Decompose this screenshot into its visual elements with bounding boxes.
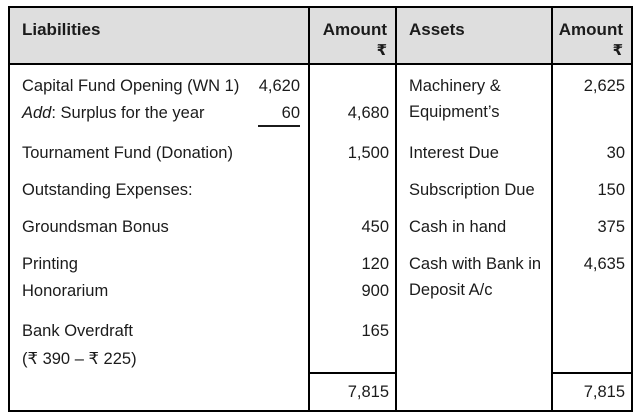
- assets-total-spacer: [395, 372, 551, 410]
- tournament-amount: 1,500: [347, 144, 389, 162]
- cash-in-hand-amount: 375: [597, 218, 625, 236]
- rupee-symbol-right: ₹: [612, 42, 623, 59]
- amount-right-header-label: Amount: [558, 20, 623, 39]
- row-outstanding-expenses: Outstanding Expenses:: [22, 181, 193, 199]
- capital-fund-total-amount: 4,680: [347, 104, 389, 122]
- surplus-add-prefix: Add: [22, 104, 52, 122]
- rupee-symbol-left: ₹: [376, 42, 387, 59]
- liabilities-amount-column: [308, 65, 395, 372]
- machinery-amount: 2,625: [583, 77, 625, 95]
- col-header-amount-right: [551, 8, 631, 65]
- liabilities-total-value: 7,815: [347, 382, 389, 401]
- liabilities-header-label: Liabilities: [22, 20, 101, 39]
- row-interest-due: Interest Due: [409, 144, 499, 162]
- assets-amount-column: [551, 65, 631, 372]
- interest-amount: 30: [606, 144, 625, 162]
- row-bank-overdraft: Bank Overdraft: [22, 322, 133, 340]
- subscription-amount: 150: [597, 181, 625, 199]
- capital-fund-inner-value: 4,620: [258, 77, 300, 95]
- assets-header-label: Assets: [409, 20, 465, 39]
- row-machinery: Machinery & Equipment’s: [409, 77, 501, 121]
- col-header-assets: [395, 8, 551, 65]
- amount-left-header-label: Amount: [322, 20, 387, 39]
- liabilities-column: [10, 65, 308, 372]
- balance-sheet-table: [8, 6, 633, 412]
- assets-total-value: 7,815: [583, 382, 625, 401]
- row-subscription-due: Subscription Due: [409, 181, 535, 199]
- groundsman-amount: 450: [361, 218, 389, 236]
- col-header-amount-left: [308, 8, 395, 65]
- assets-total: [551, 372, 631, 410]
- row-surplus: [22, 100, 300, 127]
- surplus-inner-value: 60: [258, 102, 300, 127]
- surplus-label: [22, 100, 205, 126]
- cash-with-bank-amount: 4,635: [583, 255, 625, 273]
- row-honorarium: Honorarium: [22, 282, 109, 300]
- row-printing: Printing: [22, 255, 78, 273]
- row-capital-fund: [22, 73, 300, 99]
- overdraft-amount: 165: [361, 322, 389, 340]
- capital-fund-label: Capital Fund Opening (WN 1): [22, 77, 240, 95]
- assets-column: [395, 65, 551, 372]
- surplus-label-rest: : Surplus for the year: [51, 104, 205, 122]
- row-groundsman-bonus: Groundsman Bonus: [22, 218, 169, 236]
- row-cash-with-bank: Cash with Bank in Deposit A/c: [409, 255, 542, 299]
- honorarium-amount: 900: [361, 282, 389, 300]
- row-cash-in-hand: Cash in hand: [409, 218, 507, 236]
- printing-amount: 120: [361, 255, 389, 273]
- bank-overdraft-note: (₹ 390 – ₹ 225): [22, 350, 137, 368]
- liabilities-total: [308, 372, 395, 410]
- col-header-liabilities: [10, 8, 308, 65]
- liabilities-total-spacer: [10, 372, 308, 410]
- row-tournament-fund: Tournament Fund (Donation): [22, 144, 233, 162]
